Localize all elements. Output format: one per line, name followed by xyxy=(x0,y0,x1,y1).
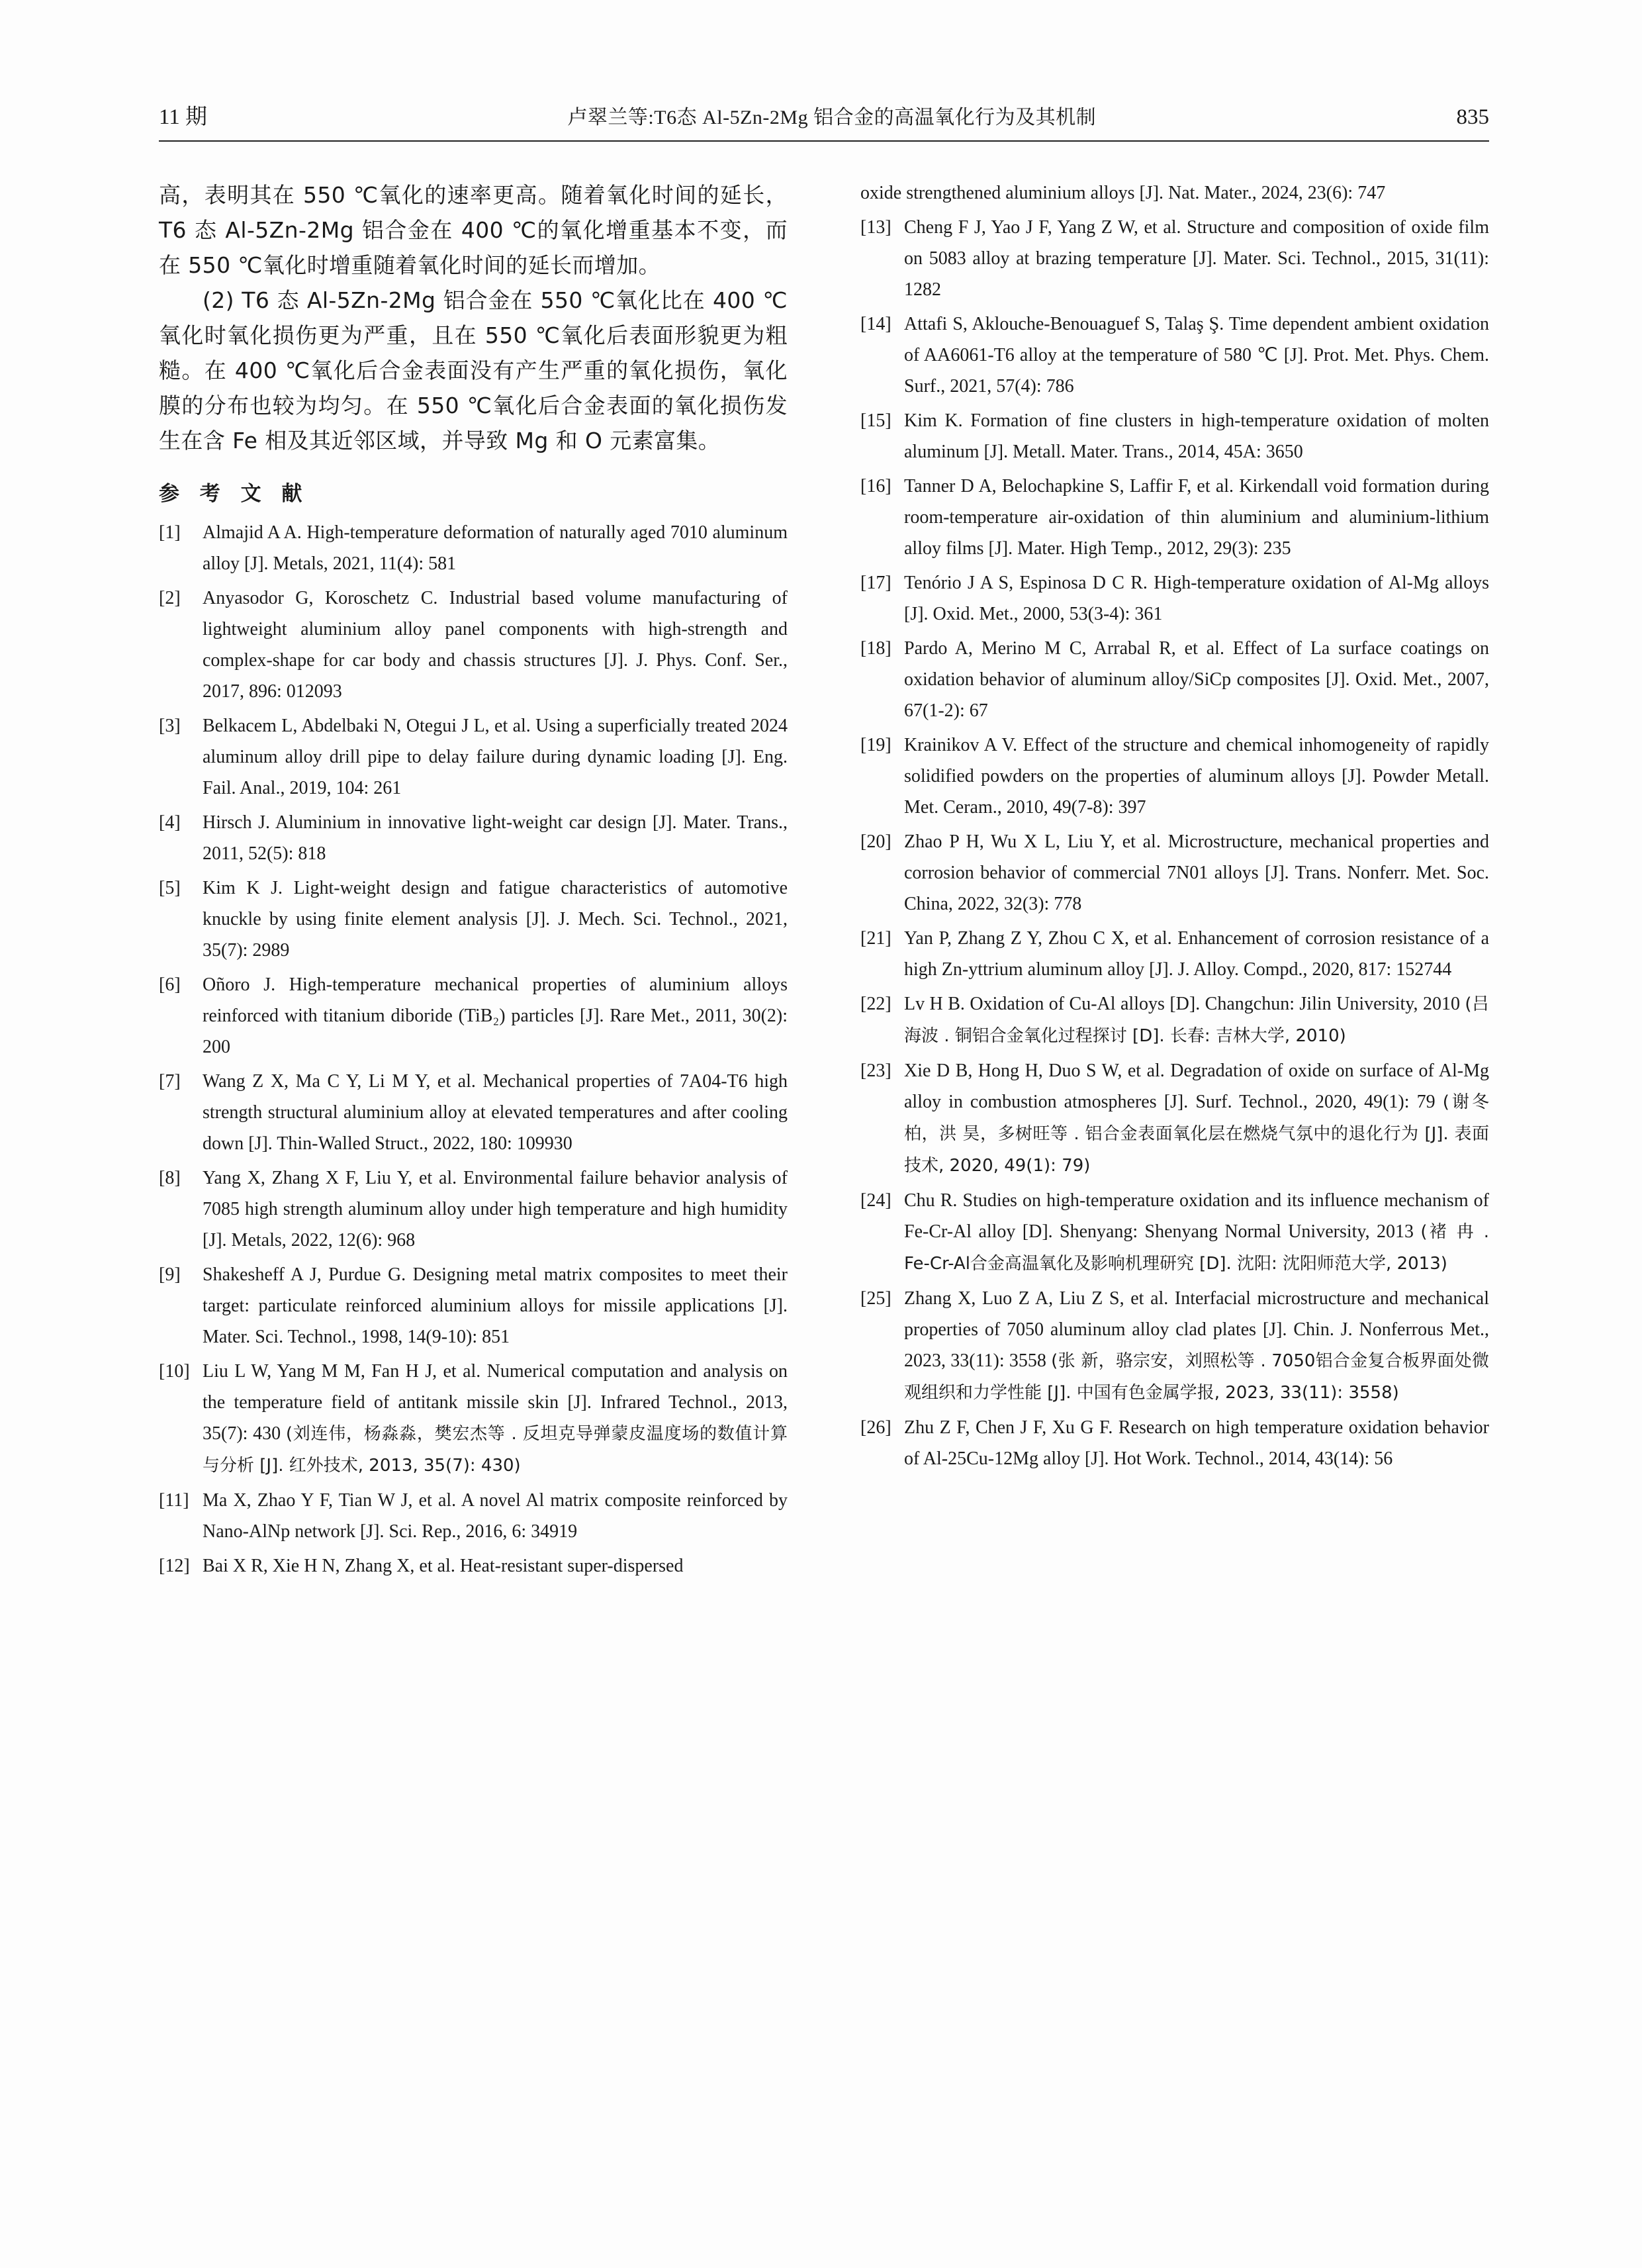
reference-number: [7] xyxy=(159,1071,181,1092)
conclusion-paragraph-1: 高，表明其在 550 ℃氧化的速率更高。随着氧化时间的延长，T6 态 Al-5Zn-2Mg 铝合金在 400 ℃的氧化增重基本不变，而在 550 ℃氧化时增重随着氧化时间的延长而增加。 xyxy=(159,182,788,278)
reference-number: [15] xyxy=(860,410,891,431)
references-heading: 参 考 文 献 xyxy=(159,482,309,506)
reference-item xyxy=(159,873,788,966)
reference-number: [18] xyxy=(860,638,891,659)
reference-number: [2] xyxy=(159,588,181,608)
reference-text-cn: (谢冬柏，洪 昊，多树旺等 . 铝合金表面氧化层在燃烧气氛中的退化行为 [J]. 表面技术, 2020, 49(1): 79) xyxy=(904,1092,1490,1176)
header-divider xyxy=(159,140,1489,142)
reference-item xyxy=(159,1162,788,1256)
reference-number: [8] xyxy=(159,1168,181,1188)
reference-item-continuation xyxy=(860,177,1489,209)
reference-item xyxy=(860,730,1489,823)
reference-text xyxy=(904,988,1489,1052)
reference-text xyxy=(904,1185,1489,1280)
reference-item xyxy=(860,1185,1489,1280)
reference-text: Oñoro J. High-temperature mechanical properties of aluminium alloys reinforced with titanium diboride (TiB₂) particles [J]. Rare Met., 2011, 30(2): 200 xyxy=(203,974,788,1057)
reference-text: Attafi S, Aklouche-Benouaguef S, Talaş Ş. Time dependent ambient oxidation of AA6061-T6 alloy at the temperature of 580 ℃ [J]. Prot. Met. Phys. Chem. Surf., 2021, 57(4): 786 xyxy=(904,314,1489,397)
reference-number: [26] xyxy=(860,1417,891,1438)
reference-text-en: Chu R. Studies on high-temperature oxidation and its influence mechanism of Fe-Cr-Al alloy [D]. Shenyang: Shenyang Normal University, 2013 xyxy=(904,1190,1489,1242)
reference-text-en: Liu L W, Yang M M, Fan H J, et al. Numerical computation and analysis on the temperature field of antitank missile skin [J]. Infrared Technol., 2013, 35(7): 430 xyxy=(203,1361,788,1444)
reference-number: [14] xyxy=(860,314,891,334)
reference-item xyxy=(860,405,1489,467)
conclusion-paragraph-2: (2) T6 态 Al-5Zn-2Mg 铝合金在 550 ℃氧化比在 400 ℃氧化时氧化损伤更为严重，且在 550 ℃氧化后表面形貌更为粗糙。在 400 ℃氧化后合金表面没有产生严重的氧化损伤，氧化膜的分布也较为均匀。在 550 ℃氧化后合金表面的氧化损伤发生在含 Fe 相及其近邻区域，并导致 Mg 和 O 元素富集。 xyxy=(159,287,788,453)
reference-item xyxy=(159,1066,788,1159)
reference-text: Kim K J. Light-weight design and fatigue characteristics of automotive knuckle by using finite element analysis [J]. J. Mech. Sci. Technol., 2021, 35(7): 2989 xyxy=(203,878,788,961)
reference-item xyxy=(159,710,788,804)
reference-text: Almajid A A. High-temperature deformation of naturally aged 7010 aluminum alloy [J]. Metals, 2021, 11(4): 581 xyxy=(203,522,788,574)
reference-text: Tanner D A, Belochapkine S, Laffir F, et al. Kirkendall void formation during room-temperature air-oxidation of thin aluminium and aluminium-lithium alloy films [J]. Mater. High Temp., 2012, 29(3): 235 xyxy=(904,476,1489,559)
reference-number: [21] xyxy=(860,928,891,949)
reference-text-cn: (刘连伟，杨淼淼，樊宏杰等 . 反坦克导弹蒙皮温度场的数值计算与分析 [J]. 红外技术, 2013, 35(7): 430) xyxy=(203,1424,788,1476)
reference-item xyxy=(860,1412,1489,1474)
reference-number: [13] xyxy=(860,217,891,238)
reference-item xyxy=(860,308,1489,402)
reference-text: Yan P, Zhang Z Y, Zhou C X, et al. Enhancement of corrosion resistance of a high Zn-yttrium aluminum alloy [J]. J. Alloy. Compd., 2020, 817: 152744 xyxy=(904,928,1489,980)
reference-item xyxy=(159,1485,788,1547)
reference-text-continued-right: oxide strengthened aluminium alloys [J]. Nat. Mater., 2024, 23(6): 747 xyxy=(860,183,1386,203)
reference-item xyxy=(159,807,788,869)
header-running-title: 卢翠兰等:T6态 Al-5Zn-2Mg 铝合金的高温氧化行为及其机制 xyxy=(567,107,1097,128)
reference-text-cn: (张 新，骆宗安，刘照松等 . 7050铝合金复合板界面处微观组织和力学性能 [J]. 中国有色金属学报, 2023, 33(11): 3558) xyxy=(904,1351,1490,1403)
reference-item xyxy=(860,633,1489,726)
header-issue: 11 期 xyxy=(159,105,208,129)
reference-text-continued-left: Bai X R, Xie H N, Zhang X, et al. Heat-resistant super-dispersed xyxy=(203,1556,684,1576)
reference-item xyxy=(860,1055,1489,1182)
reference-text: Wang Z X, Ma C Y, Li M Y, et al. Mechanical properties of 7A04-T6 high strength structural aluminium alloy at elevated temperatures and after cooling down [J]. Thin-Walled Struct., 2022, 180: 109930 xyxy=(203,1071,788,1154)
reference-number: [23] xyxy=(860,1061,891,1081)
reference-text: Krainikov A V. Effect of the structure and chemical inhomogeneity of rapidly solidified powders on the properties of aluminum alloys [J]. Powder Metall. Met. Ceram., 2010, 49(7-8): 397 xyxy=(904,735,1489,818)
reference-text xyxy=(203,1356,788,1482)
reference-number: [11] xyxy=(159,1490,189,1511)
reference-text: Ma X, Zhao Y F, Tian W J, et al. A novel Al matrix composite reinforced by Nano-AlNp network [J]. Sci. Rep., 2016, 6: 34919 xyxy=(203,1490,788,1542)
reference-text-en: Xie D B, Hong H, Duo S W, et al. Degradation of oxide on surface of Al-Mg alloy in combustion atmospheres [J]. Surf. Technol., 2020, 49(1): 79 xyxy=(904,1061,1489,1112)
reference-number: [22] xyxy=(860,994,891,1014)
left-column xyxy=(159,177,788,1585)
reference-text xyxy=(904,1055,1489,1182)
reference-number: [16] xyxy=(860,476,891,496)
reference-text: Shakesheff A J, Purdue G. Designing metal matrix composites to meet their target: particulate reinforced aluminium alloys for missile applications [J]. Mater. Sci. Technol., 1998, 14(9-10): 851 xyxy=(203,1264,788,1347)
reference-number: [3] xyxy=(159,716,181,736)
reference-number: [1] xyxy=(159,522,181,543)
reference-text: Kim K. Formation of fine clusters in high-temperature oxidation of molten aluminum [J]. Metall. Mater. Trans., 2014, 45A: 3650 xyxy=(904,410,1489,462)
reference-item xyxy=(860,471,1489,564)
reference-item xyxy=(860,212,1489,305)
reference-number: [24] xyxy=(860,1190,891,1211)
reference-number: [10] xyxy=(159,1361,190,1382)
reference-text: Hirsch J. Aluminium in innovative light-weight car design [J]. Mater. Trans., 2011, 52(5): 818 xyxy=(203,812,788,864)
reference-item xyxy=(860,988,1489,1052)
reference-text: Zhu Z F, Chen J F, Xu G F. Research on high temperature oxidation behavior of Al-25Cu-12Mg alloy [J]. Hot Work. Technol., 2014, 43(14): 56 xyxy=(904,1417,1489,1469)
reference-number: [17] xyxy=(860,573,891,593)
reference-number: [20] xyxy=(860,831,891,852)
reference-item xyxy=(159,1259,788,1352)
right-column xyxy=(860,177,1489,1585)
reference-item xyxy=(159,1550,788,1582)
reference-text-en: Zhang X, Luo Z A, Liu Z S, et al. Interfacial microstructure and mechanical properties of 7050 aluminum alloy clad plates [J]. Chin. J. Nonferrous Met., 2023, 33(11): 3558 xyxy=(904,1288,1489,1371)
reference-number: [9] xyxy=(159,1264,181,1285)
reference-text-cn: (褚 冉 . Fe-Cr-Al合金高温氧化及影响机理研究 [D]. 沈阳: 沈阳师范大学, 2013) xyxy=(904,1222,1489,1274)
reference-text: Belkacem L, Abdelbaki N, Otegui J L, et al. Using a superficially treated 2024 aluminum alloy drill pipe to delay failure during dynamic loading [J]. Eng. Fail. Anal., 2019, 104: 261 xyxy=(203,716,788,798)
reference-text: Tenório J A S, Espinosa D C R. High-temperature oxidation of Al-Mg alloys [J]. Oxid. Met., 2000, 53(3-4): 361 xyxy=(904,573,1489,624)
reference-text-cn: (吕海波 . 铜铝合金氧化过程探讨 [D]. 长春: 吉林大学, 2010) xyxy=(904,994,1489,1046)
header-page-number: 835 xyxy=(1456,105,1489,129)
reference-number: [5] xyxy=(159,878,181,898)
reference-item xyxy=(159,1356,788,1482)
reference-number: [19] xyxy=(860,735,891,755)
reference-item xyxy=(860,923,1489,985)
reference-number: [6] xyxy=(159,974,181,995)
reference-item xyxy=(159,583,788,707)
reference-text: Yang X, Zhang X F, Liu Y, et al. Environmental failure behavior analysis of 7085 high strength aluminum alloy under high temperature and high humidity [J]. Metals, 2022, 12(6): 968 xyxy=(203,1168,788,1251)
reference-item xyxy=(159,969,788,1063)
reference-number: [12] xyxy=(159,1556,190,1576)
reference-number: [25] xyxy=(860,1288,891,1309)
reference-text-en: Lv H B. Oxidation of Cu-Al alloys [D]. Changchun: Jilin University, 2010 xyxy=(904,994,1460,1014)
reference-item xyxy=(860,1283,1489,1409)
reference-item xyxy=(159,517,788,579)
reference-text: Pardo A, Merino M C, Arrabal R, et al. Effect of La surface coatings on oxidation behavior of aluminum alloy/SiCp composites [J]. Oxid. Met., 2007, 67(1-2): 67 xyxy=(904,638,1489,721)
reference-text xyxy=(904,1283,1489,1409)
reference-item xyxy=(860,826,1489,920)
reference-text: Anyasodor G, Koroschetz C. Industrial based volume manufacturing of lightweight aluminium alloy panel components with high-strength and complex-shape for car body and chassis structures [J]. J. Phys. Conf. Ser., 2017, 896: 012093 xyxy=(203,588,788,702)
reference-number: [4] xyxy=(159,812,181,833)
reference-item xyxy=(860,567,1489,630)
page-header xyxy=(159,99,1489,130)
reference-text: Cheng F J, Yao J F, Yang Z W, et al. Structure and composition of oxide film on 5083 alloy at brazing temperature [J]. Mater. Sci. Technol., 2015, 31(11): 1282 xyxy=(904,217,1489,300)
reference-text: Zhao P H, Wu X L, Liu Y, et al. Microstructure, mechanical properties and corrosion behavior of commercial 7N01 alloys [J]. Trans. Nonferr. Met. Soc. China, 2022, 32(3): 778 xyxy=(904,831,1489,914)
two-column-body xyxy=(159,177,1489,1585)
